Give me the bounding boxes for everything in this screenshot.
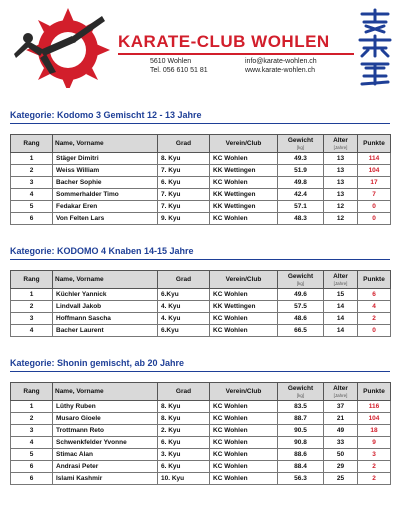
age-unit: [Jahre]: [333, 392, 348, 398]
category-divider: [10, 371, 390, 372]
club-name: KARATE-CLUB WOHLEN: [118, 32, 330, 51]
grade-cell: 4. Kyu: [158, 313, 210, 325]
grade-cell: 8. Kyu: [158, 401, 210, 413]
weight-cell: 49.8: [278, 177, 324, 189]
age-unit: [Jahre]: [333, 144, 348, 150]
table-row: [11, 473, 391, 485]
rank-cell: 2: [11, 301, 53, 313]
table-header-row: [11, 135, 391, 153]
club-cell: KC Wohlen: [210, 425, 278, 437]
phone-line: Tel. 056 610 51 81: [150, 67, 208, 74]
weight-cell: 83.5: [278, 401, 324, 413]
category-section-2: [10, 244, 390, 337]
rank-cell: 3: [11, 177, 53, 189]
table-row: [11, 189, 391, 201]
age-unit: [Jahre]: [333, 280, 348, 286]
table-row: [11, 153, 391, 165]
rank-cell: 6: [11, 461, 53, 473]
rank-cell: 4: [11, 437, 53, 449]
table-row: [11, 401, 391, 413]
points-cell: 114: [358, 153, 391, 165]
points-cell: 18: [358, 425, 391, 437]
col-weight: [278, 135, 324, 153]
grade-cell: 7. Kyu: [158, 201, 210, 213]
points-cell: 104: [358, 413, 391, 425]
age-cell: 33: [324, 437, 358, 449]
letterhead: [0, 0, 400, 100]
club-cell: KC Wohlen: [210, 325, 278, 337]
table-row: [11, 425, 391, 437]
rank-cell: 4: [11, 189, 53, 201]
header-divider: [118, 53, 354, 55]
weight-cell: 42.4: [278, 189, 324, 201]
weight-cell: 90.8: [278, 437, 324, 449]
grade-cell: 4. Kyu: [158, 301, 210, 313]
category-title: Kategorie: Shonin gemischt, ab 20 Jahre: [10, 358, 185, 368]
rank-cell: 6: [11, 473, 53, 485]
points-cell: 9: [358, 437, 391, 449]
age-cell: 21: [324, 413, 358, 425]
points-cell: 7: [358, 189, 391, 201]
col-age: [324, 271, 358, 289]
website-link[interactable]: www.karate-wohlen.ch: [245, 67, 316, 74]
age-cell: 12: [324, 201, 358, 213]
name-cell: Stimac Alan: [53, 449, 158, 461]
weight-cell: 57.5: [278, 301, 324, 313]
name-cell: Bacher Laurent: [53, 325, 158, 337]
col-rank: Rang: [11, 271, 53, 289]
name-cell: Andrasi Peter: [53, 461, 158, 473]
col-age: [324, 135, 358, 153]
table-row: [11, 413, 391, 425]
weight-cell: 66.5: [278, 325, 324, 337]
age-cell: 14: [324, 325, 358, 337]
table-row: [11, 165, 391, 177]
weight-cell: 56.3: [278, 473, 324, 485]
grade-cell: 8. Kyu: [158, 413, 210, 425]
col-rank: Rang: [11, 383, 53, 401]
club-cell: KK Wettingen: [210, 201, 278, 213]
name-cell: Musaro Gioele: [53, 413, 158, 425]
age-cell: 37: [324, 401, 358, 413]
name-cell: Lüthy Ruben: [53, 401, 158, 413]
age-cell: 50: [324, 449, 358, 461]
points-cell: 3: [358, 449, 391, 461]
col-name: Name, Vorname: [53, 271, 158, 289]
grade-cell: 6. Kyu: [158, 177, 210, 189]
table-row: [11, 301, 391, 313]
age-label: Alter: [333, 272, 348, 280]
weight-cell: 51.9: [278, 165, 324, 177]
name-cell: Islami Kashmir: [53, 473, 158, 485]
weight-unit: [kg]: [296, 392, 305, 398]
category-section-1: [10, 108, 390, 225]
results-table: [10, 382, 391, 485]
weight-label: Gewicht: [287, 136, 314, 144]
age-cell: 49: [324, 425, 358, 437]
points-cell: 17: [358, 177, 391, 189]
rank-cell: 5: [11, 449, 53, 461]
table-header-row: [11, 383, 391, 401]
points-cell: 2: [358, 313, 391, 325]
weight-cell: 49.3: [278, 153, 324, 165]
rank-cell: 1: [11, 401, 53, 413]
table-row: [11, 201, 391, 213]
grade-cell: 7. Kyu: [158, 165, 210, 177]
points-cell: 2: [358, 461, 391, 473]
grade-cell: 2. Kyu: [158, 425, 210, 437]
rank-cell: 2: [11, 165, 53, 177]
name-cell: Weiss William: [53, 165, 158, 177]
rank-cell: 4: [11, 325, 53, 337]
club-cell: KC Wohlen: [210, 213, 278, 225]
weight-cell: 88.6: [278, 449, 324, 461]
club-cell: KK Wettingen: [210, 189, 278, 201]
col-weight: [278, 383, 324, 401]
age-cell: 13: [324, 189, 358, 201]
table-row: [11, 449, 391, 461]
col-weight: [278, 271, 324, 289]
age-cell: 14: [324, 313, 358, 325]
name-cell: Stäger Dimitri: [53, 153, 158, 165]
rank-cell: 1: [11, 289, 53, 301]
weight-label: Gewicht: [287, 384, 314, 392]
col-grade: Grad: [158, 135, 210, 153]
weight-cell: 48.6: [278, 313, 324, 325]
age-label: Alter: [333, 136, 348, 144]
weight-unit: [kg]: [296, 144, 305, 150]
name-cell: Von Felten Lars: [53, 213, 158, 225]
rank-cell: 1: [11, 153, 53, 165]
club-cell: KC Wohlen: [210, 449, 278, 461]
col-points: Punkte: [358, 383, 391, 401]
col-club: Verein/Club: [210, 383, 278, 401]
age-cell: 15: [324, 289, 358, 301]
rank-cell: 3: [11, 313, 53, 325]
club-cell: KC Wohlen: [210, 289, 278, 301]
table-row: [11, 325, 391, 337]
table-row: [11, 213, 391, 225]
points-cell: 2: [358, 473, 391, 485]
rank-cell: 3: [11, 425, 53, 437]
results-table: [10, 270, 391, 337]
table-header-row: [11, 271, 391, 289]
points-cell: 116: [358, 401, 391, 413]
age-cell: 13: [324, 153, 358, 165]
category-title: Kategorie: Kodomo 3 Gemischt 12 - 13 Jahre: [10, 110, 202, 120]
col-name: Name, Vorname: [53, 135, 158, 153]
category-section-3: [10, 356, 390, 485]
age-cell: 29: [324, 461, 358, 473]
club-cell: KC Wohlen: [210, 313, 278, 325]
club-cell: KC Wohlen: [210, 461, 278, 473]
points-cell: 0: [358, 213, 391, 225]
weight-cell: 88.7: [278, 413, 324, 425]
name-cell: Lindvall Jakob: [53, 301, 158, 313]
col-age: [324, 383, 358, 401]
age-cell: 14: [324, 301, 358, 313]
grade-cell: 3. Kyu: [158, 449, 210, 461]
club-cell: KK Wettingen: [210, 165, 278, 177]
col-name: Name, Vorname: [53, 383, 158, 401]
col-grade: Grad: [158, 271, 210, 289]
weight-cell: 57.1: [278, 201, 324, 213]
club-address: [150, 57, 208, 75]
grade-cell: 10. Kyu: [158, 473, 210, 485]
rank-cell: 2: [11, 413, 53, 425]
results-table: [10, 134, 391, 225]
points-cell: 104: [358, 165, 391, 177]
col-grade: Grad: [158, 383, 210, 401]
name-cell: Sommerhalder Timo: [53, 189, 158, 201]
name-cell: Küchler Yannick: [53, 289, 158, 301]
rank-cell: 6: [11, 213, 53, 225]
weight-cell: 49.6: [278, 289, 324, 301]
age-label: Alter: [333, 384, 348, 392]
age-cell: 12: [324, 213, 358, 225]
age-cell: 25: [324, 473, 358, 485]
table-row: [11, 461, 391, 473]
club-contact: [245, 57, 317, 75]
age-cell: 13: [324, 165, 358, 177]
grade-cell: 8. Kyu: [158, 153, 210, 165]
club-cell: KC Wohlen: [210, 153, 278, 165]
col-points: Punkte: [358, 271, 391, 289]
weight-cell: 48.3: [278, 213, 324, 225]
club-cell: KC Wohlen: [210, 473, 278, 485]
col-club: Verein/Club: [210, 271, 278, 289]
email-link[interactable]: info@karate-wohlen.ch: [245, 58, 317, 65]
table-row: [11, 289, 391, 301]
points-cell: 0: [358, 325, 391, 337]
weight-unit: [kg]: [296, 280, 305, 286]
club-cell: KK Wettingen: [210, 301, 278, 313]
address-line: 5610 Wohlen: [150, 58, 192, 65]
grade-cell: 6. Kyu: [158, 437, 210, 449]
name-cell: Hoffmann Sascha: [53, 313, 158, 325]
col-club: Verein/Club: [210, 135, 278, 153]
club-cell: KC Wohlen: [210, 401, 278, 413]
grade-cell: 6. Kyu: [158, 461, 210, 473]
table-row: [11, 313, 391, 325]
grade-cell: 9. Kyu: [158, 213, 210, 225]
category-title: Kategorie: KODOMO 4 Knaben 14-15 Jahre: [10, 246, 194, 256]
club-cell: KC Wohlen: [210, 437, 278, 449]
name-cell: Fedakar Eren: [53, 201, 158, 213]
col-points: Punkte: [358, 135, 391, 153]
points-cell: 4: [358, 301, 391, 313]
table-row: [11, 177, 391, 189]
club-cell: KC Wohlen: [210, 413, 278, 425]
grade-cell: 6.Kyu: [158, 325, 210, 337]
weight-label: Gewicht: [287, 272, 314, 280]
name-cell: Bacher Sophie: [53, 177, 158, 189]
kyokushin-kanji-emblem: [356, 8, 394, 88]
name-cell: Trottmann Reto: [53, 425, 158, 437]
points-cell: 0: [358, 201, 391, 213]
grade-cell: 7. Kyu: [158, 189, 210, 201]
category-divider: [10, 123, 390, 124]
club-cell: KC Wohlen: [210, 177, 278, 189]
age-cell: 13: [324, 177, 358, 189]
table-row: [11, 437, 391, 449]
weight-cell: 90.5: [278, 425, 324, 437]
category-divider: [10, 259, 390, 260]
grade-cell: 6.Kyu: [158, 289, 210, 301]
weight-cell: 88.4: [278, 461, 324, 473]
name-cell: Schwenkfelder Yvonne: [53, 437, 158, 449]
rank-cell: 5: [11, 201, 53, 213]
col-rank: Rang: [11, 135, 53, 153]
points-cell: 6: [358, 289, 391, 301]
karate-club-logo-icon: [10, 6, 112, 88]
